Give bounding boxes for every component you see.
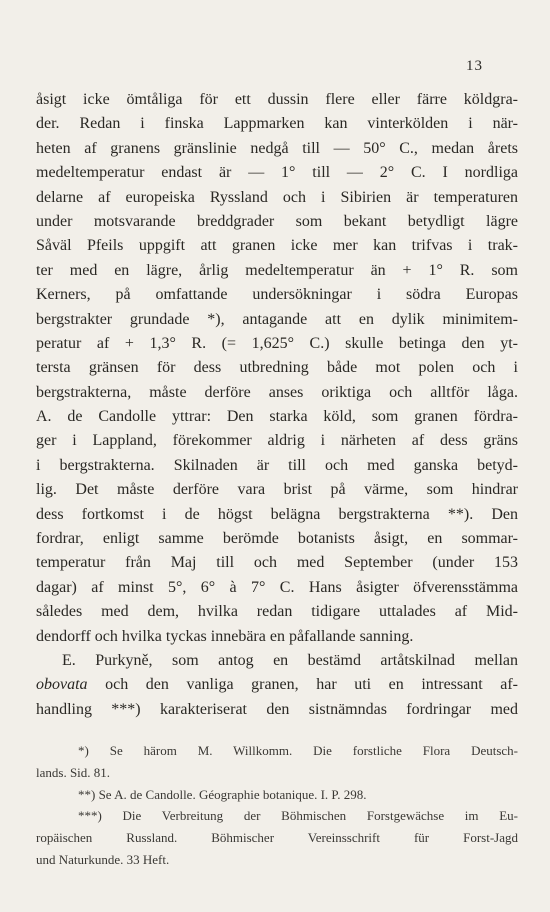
text-line: delarne af europeiska Ryssland och i Sibirien är temperaturen bbox=[36, 188, 518, 206]
main-text bbox=[36, 88, 518, 722]
text-line: ter med en lägre, årlig medeltemperatur än + 1° R. som bbox=[36, 261, 518, 279]
text-line: Såväl Pfeils uppgift att granen icke mer kan trifvas i trak- bbox=[36, 237, 518, 255]
footnote-2: **) Se A. de Candolle. Géographie botanique. I. P. 298. bbox=[78, 786, 367, 802]
text-line: i bergstrakterna. Skilnaden är till och med ganska betyd- bbox=[36, 456, 518, 474]
text-line: dagar) af minst 5°, 6° à 7° C. Hans åsigter öfverensstämma bbox=[36, 578, 518, 596]
text-line: medeltemperatur endast är — 1° till — 2° C. I nordliga bbox=[36, 164, 518, 182]
footnote-3-cont: ropäischen Russland. Böhmischer Vereinsschrift für Forst-Jagd bbox=[36, 830, 518, 846]
text-line: under motsvarande breddgrader som bekant betydligt lägre bbox=[36, 212, 518, 230]
text-line: peratur af + 1,3° R. (= 1,625° C.) skulle betinga den yt- bbox=[36, 334, 518, 352]
italic-term: obovata bbox=[36, 676, 88, 694]
text-line bbox=[36, 673, 518, 697]
text-line-paragraph-start: E. Purkyně, som antog en bestämd artåtskilnad mellan bbox=[62, 651, 518, 669]
text-line: handling ***) karakteriserat den sistnämndas fordringar med bbox=[36, 700, 518, 718]
text-line: således med dem, hvilka redan tidigare uttalades af Mid- bbox=[36, 603, 518, 621]
text-line: temperatur från Maj till och med September (under 153 bbox=[36, 554, 518, 572]
text-line: heten af granens gränslinie nedgå till — 50° C., medan årets bbox=[36, 139, 518, 157]
text-line: dendorff och hvilka tyckas innebära en påfallande sanning. bbox=[36, 627, 414, 645]
text-line: ger i Lappland, förekommer aldrig i närheten af dess gräns bbox=[36, 432, 518, 450]
footnote-1-cont: lands. Sid. 81. bbox=[36, 764, 111, 780]
text-line: åsigt icke ömtåliga för ett dussin flere eller färre köldgra- bbox=[36, 91, 518, 108]
text-line: bergstrakter grundade *), antagande att en dylik minimitem- bbox=[36, 310, 518, 328]
text-line: A. de Candolle yttrar: Den starka köld, som granen fördra- bbox=[36, 408, 518, 426]
text-line-rest: och den vanliga granen, har uti en intressant af- bbox=[87, 676, 518, 694]
footnote-3: ***) Die Verbreitung der Böhmischen Forstgewächse im Eu- bbox=[78, 808, 518, 824]
footnote-1: *) Se härom M. Willkomm. Die forstliche Flora Deutsch- bbox=[78, 743, 518, 758]
footnotes bbox=[36, 740, 518, 871]
text-line: der. Redan i finska Lappmarken kan vinterkölden i när- bbox=[36, 115, 518, 133]
text-line: fordrar, enligt samme berömde botanists åsigt, en sommar- bbox=[36, 530, 518, 548]
text-line: Kerners, på omfattande undersökningar i södra Europas bbox=[36, 286, 518, 304]
page-number: 13 bbox=[466, 58, 483, 74]
text-line: tersta gränsen för dess utbredning både mot polen och i bbox=[36, 359, 518, 377]
text-line: bergstrakterna, måste derföre anses oriktiga och alltför låga. bbox=[36, 383, 518, 401]
footnote-3-cont: und Naturkunde. 33 Heft. bbox=[36, 851, 170, 867]
text-line: dess fortkomst i de högst belägna bergstrakterna **). Den bbox=[36, 505, 518, 523]
text-line: lig. Det måste derföre vara brist på värme, som hindrar bbox=[36, 481, 518, 499]
